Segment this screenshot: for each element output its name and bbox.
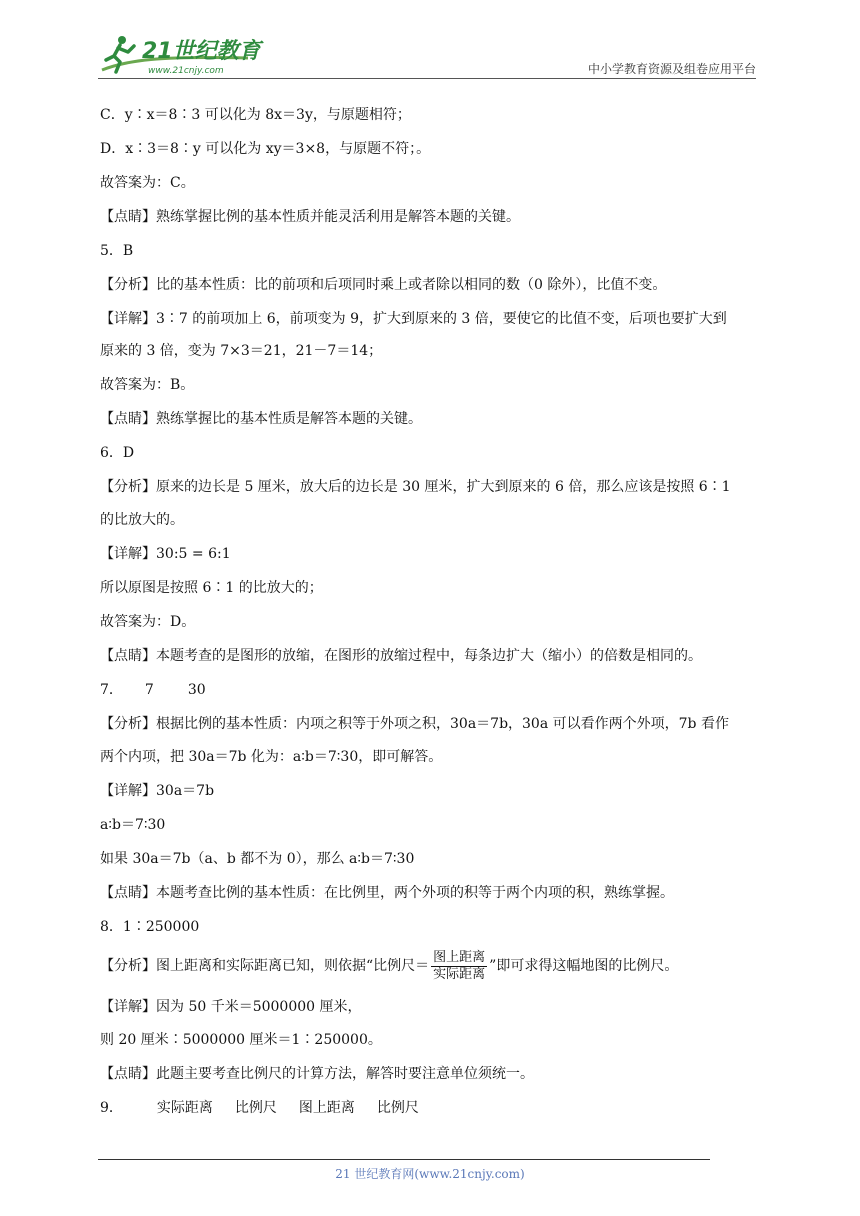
footer-link[interactable]: 21 世纪教育网(www.21cnjy.com) bbox=[335, 1167, 525, 1181]
text-line: 【点睛】熟练掌握比的基本性质是解答本题的关键。 bbox=[100, 411, 422, 427]
question-number: 7． bbox=[100, 682, 123, 698]
question-number: 6．D bbox=[100, 445, 135, 461]
logo-url: www.21cnjy.com bbox=[148, 66, 224, 76]
text-line: 【分析】原来的边长是 5 厘米，放大后的边长是 30 厘米，扩大到原来的 6 倍，那么应该是按照 6∶1 bbox=[100, 479, 731, 495]
logo-text: 21世纪教育 bbox=[142, 39, 261, 64]
answer-blank: 30 bbox=[187, 682, 206, 698]
header-platform-text: 中小学教育资源及组卷应用平台 bbox=[587, 62, 756, 76]
fraction-denominator: 实际距离 bbox=[433, 966, 486, 982]
header-divider bbox=[98, 78, 756, 79]
fraction bbox=[431, 950, 487, 983]
text-line: 两个内项，把 30a＝7b 化为：a∶b＝7∶30，即可解答。 bbox=[100, 749, 443, 765]
text-line: 故答案为：B。 bbox=[100, 377, 195, 393]
text-line: 【点睛】本题考查的是图形的放缩，在图形的放缩过程中，每条边扩大（缩小）的倍数是相同的。 bbox=[100, 648, 702, 664]
fraction-numerator: 图上距离 bbox=[433, 949, 486, 965]
text-line: 原来的 3 倍，变为 7×3＝21，21－7＝14； bbox=[100, 343, 383, 359]
page-header bbox=[98, 32, 756, 78]
question-number-line bbox=[100, 1098, 419, 1118]
text-line: 所以原图是按照 6∶1 的比放大的； bbox=[100, 580, 323, 596]
text-line: a∶b＝7∶30 bbox=[100, 817, 166, 833]
site-logo[interactable] bbox=[98, 32, 268, 78]
text-line: 故答案为：D。 bbox=[100, 614, 196, 630]
question-number-line bbox=[100, 680, 206, 700]
footer-divider bbox=[98, 1159, 710, 1160]
question-number: 9． bbox=[100, 1100, 123, 1116]
logo-runner-icon bbox=[98, 32, 268, 78]
text-line: 【点睛】熟练掌握比例的基本性质并能灵活利用是解答本题的关键。 bbox=[100, 209, 520, 225]
text-segment: ”即可求得这幅地图的比例尺。 bbox=[489, 958, 679, 974]
question-number: 5．B bbox=[100, 243, 134, 259]
text-line: 的比放大的。 bbox=[100, 512, 184, 528]
text-line: 【点睛】本题考查比例的基本性质：在比例里，两个外项的积等于两个内项的积，熟练掌握。 bbox=[100, 885, 674, 901]
answer-blank: 比例尺 bbox=[376, 1100, 419, 1116]
text-line: 故答案为：C。 bbox=[100, 175, 195, 191]
text-line: 【分析】比的基本性质：比的前项和后项同时乘上或者除以相同的数（0 除外），比值不变。 bbox=[100, 277, 667, 293]
text-line-with-fraction bbox=[100, 949, 678, 983]
text-line: 【详解】因为 50 千米＝5000000 厘米， bbox=[100, 999, 362, 1015]
answer-blank: 图上距离 bbox=[298, 1100, 355, 1116]
answer-blank: 比例尺 bbox=[234, 1100, 277, 1116]
text-line: C．y∶x＝8∶3 可以化为 8x＝3y，与原题相符； bbox=[100, 107, 411, 123]
question-number: 8．1∶250000 bbox=[100, 919, 200, 935]
text-line: 【分析】根据比例的基本性质：内项之积等于外项之积，30a＝7b，30a 可以看作两个外项，7b 看作 bbox=[100, 716, 729, 732]
text-line: 【详解】30:5 = 6:1 bbox=[100, 546, 231, 562]
text-line: 则 20 厘米∶5000000 厘米＝1∶250000。 bbox=[100, 1032, 382, 1048]
text-line: 【点睛】此题主要考查比例尺的计算方法，解答时要注意单位须统一。 bbox=[100, 1066, 534, 1082]
text-line: D．x∶3＝8∶y 可以化为 xy＝3×8，与原题不符；。 bbox=[100, 141, 431, 157]
text-line: 【详解】3∶7 的前项加上 6，前项变为 9，扩大到原来的 3 倍，要使它的比值不变，后项也要扩大到 bbox=[100, 311, 727, 327]
text-segment: 【分析】图上距离和实际距离已知，则依据“比例尺＝ bbox=[100, 958, 430, 974]
text-line: 如果 30a＝7b（a、b 都不为 0），那么 a∶b＝7∶30 bbox=[100, 851, 415, 867]
answer-blank: 实际距离 bbox=[156, 1100, 213, 1116]
text-line: 【详解】30a＝7b bbox=[100, 783, 215, 799]
answer-blank: 7 bbox=[144, 682, 154, 698]
